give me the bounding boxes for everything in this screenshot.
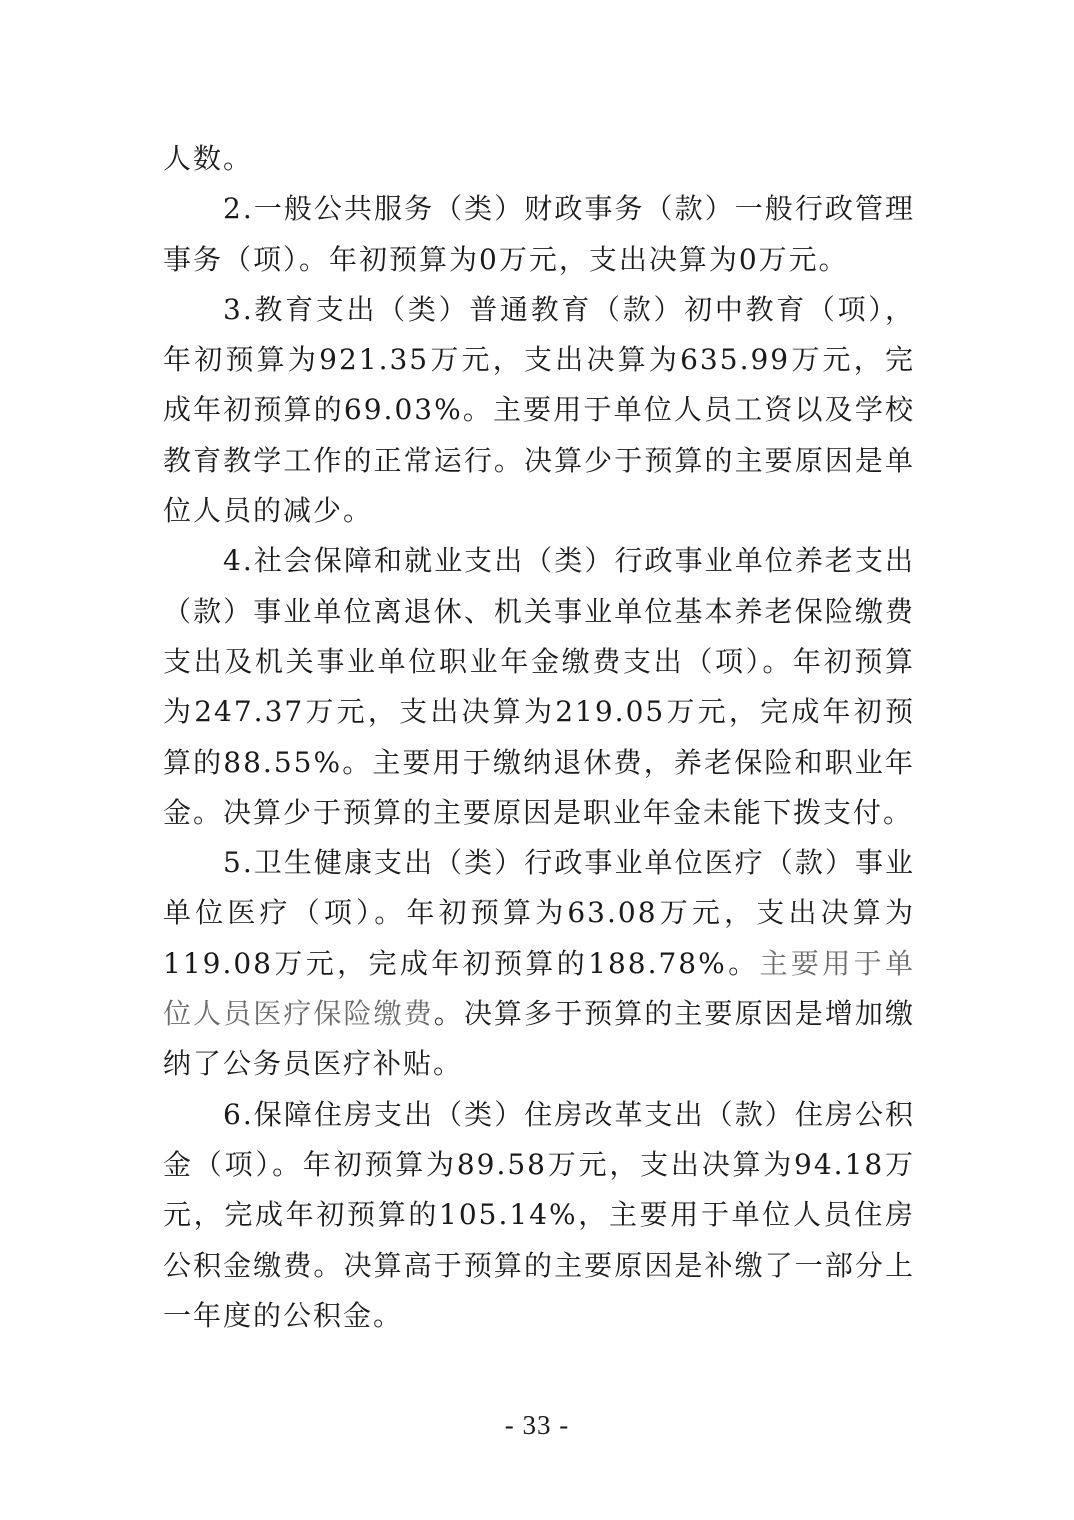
paragraph-item-6: 6.保障住房支出（类）住房改革支出（款）住房公积金（项）。年初预算为89.58万元，支出决算为94.18万元，完成年初预算的105.14%，主要用于单位人员住房公积金缴费。决算高于预算的主要原因是补缴了一部分上一年度的公积金。 (163, 1097, 915, 1332)
paragraph-item-3: 3.教育支出（类）普通教育（款）初中教育（项），年初预算为921.35万元，支出决算为635.99万元，完成年初预算的69.03%。主要用于单位人员工资以及学校教育教学工作的正常运行。决算少于预算的主要原因是单位人员的减少。 (163, 292, 915, 528)
page-number: - 33 - (504, 1410, 570, 1440)
paragraph-continuation: 人数。 (163, 142, 254, 175)
paragraph-item-5-part3: 。决算多于预算的主要原因是增加缴纳了公务员医疗补贴。 (163, 997, 915, 1081)
paragraph-item-5-grey-text: 主要用于单位人员医疗保险缴费 (163, 946, 915, 1031)
paragraph-item-5-part1: 5.卫生健康支出（类）行政事业单位医疗（款）事业单位医疗（项）。年初预算为63.08万元，支出决算为119.08万元，完成年初预算的188.78%。 (163, 846, 915, 980)
paragraph-item-5 (163, 838, 915, 1089)
paragraph-item-4: 4.社会保障和就业支出（类）行政事业单位养老支出（款）事业单位离退休、机关事业单位基本养老保险缴费支出及机关事业单位职业年金缴费支出（项）。年初预算为247.37万元，支出决算为219.05万元，完成年初预算的88.55%。主要用于缴纳退休费，养老保险和职业年金。决算少于预算的主要原因是职业年金未能下拨支付。 (163, 544, 915, 829)
paragraph-item-2: 2.一般公共服务（类）财政事务（款）一般行政管理事务（项）。年初预算为0万元，支出决算为0万元。 (163, 192, 915, 276)
body-text (163, 134, 915, 1341)
